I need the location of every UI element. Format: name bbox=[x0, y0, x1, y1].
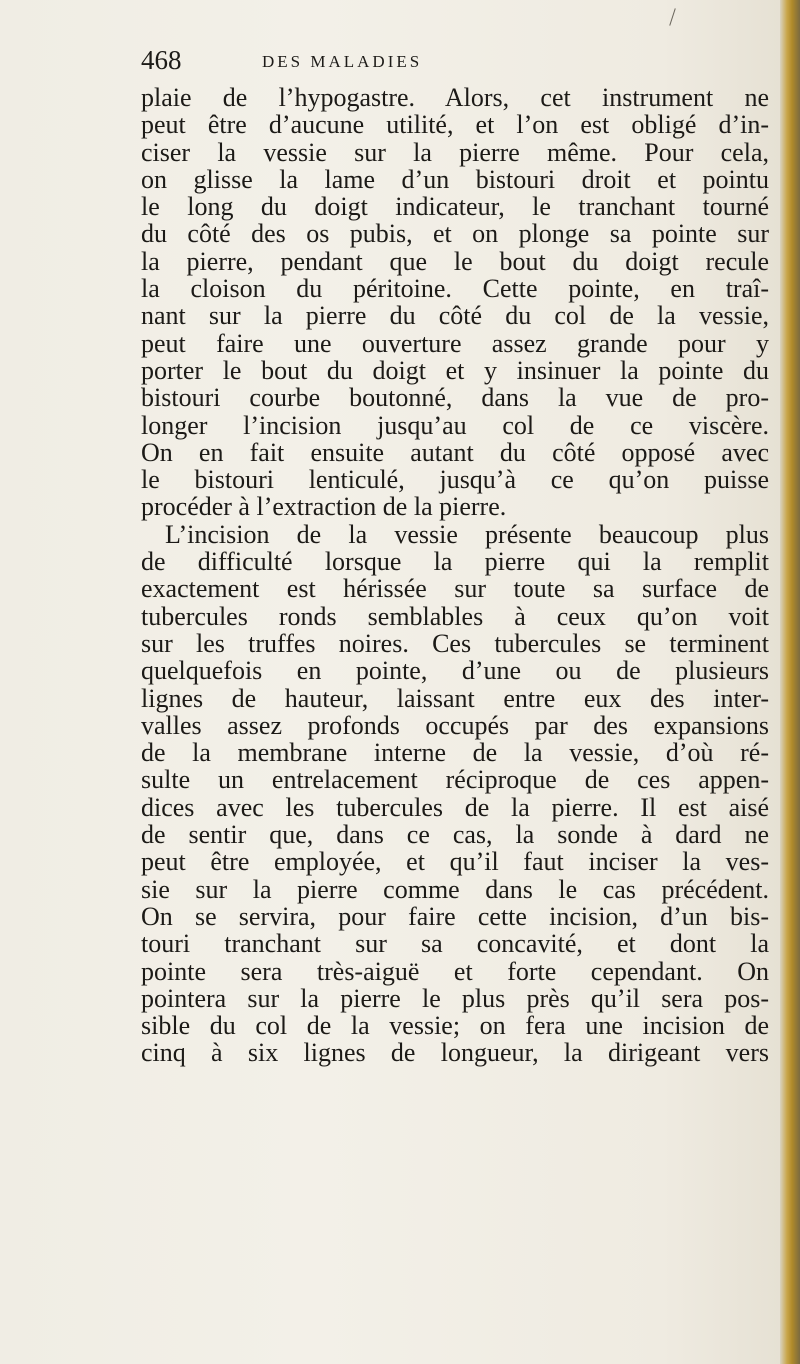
page-number: 468 bbox=[141, 45, 182, 75]
text-line: exactement est hérissée sur toute sa surface de bbox=[141, 574, 769, 604]
text-line: nant sur la pierre du côté du col de la vessie, bbox=[141, 301, 769, 331]
text-line: L’incision de la vessie présente beaucoup plus bbox=[165, 519, 769, 549]
text-line: sur les truffes noires. Ces tubercules se terminent bbox=[141, 628, 769, 658]
text-line: sie sur la pierre comme dans le cas précédent. bbox=[141, 874, 769, 904]
page-header bbox=[141, 44, 781, 84]
text-line: sible du col de la vessie; on fera une incision de bbox=[141, 1011, 769, 1041]
text-line: bistouri courbe boutonné, dans la vue de pro- bbox=[141, 383, 769, 413]
text-line: procéder à l’extraction de la pierre. bbox=[141, 492, 507, 522]
text-line: plaie de l’hypogastre. Alors, cet instrument ne bbox=[141, 83, 769, 112]
text-line: dices avec les tubercules de la pierre. Il est aisé bbox=[141, 792, 769, 822]
running-title: DES MALADIES bbox=[262, 52, 423, 71]
text-line: peut faire une ouverture assez grande pour y bbox=[141, 328, 769, 358]
text-line: porter le bout du doigt et y insinuer la pointe du bbox=[141, 355, 769, 385]
text-line: cinq à six lignes de longueur, la dirigeant vers bbox=[141, 1038, 769, 1068]
text-line: de sentir que, dans ce cas, la sonde à dard ne bbox=[141, 820, 769, 850]
text-line: la pierre, pendant que le bout du doigt recule bbox=[141, 246, 769, 276]
text-line: peut être d’aucune utilité, et l’on est obligé d’in- bbox=[141, 110, 769, 140]
text-line: lignes de hauteur, laissant entre eux des inter- bbox=[141, 683, 769, 713]
text-line: de difficulté lorsque la pierre qui la remplit bbox=[141, 547, 769, 577]
text-line: touri tranchant sur sa concavité, et dont la bbox=[141, 929, 769, 959]
text-line: valles assez profonds occupés par des expansions bbox=[141, 710, 769, 740]
text-line: la cloison du péritoine. Cette pointe, en traî- bbox=[141, 274, 769, 304]
text-line: peut être employée, et qu’il faut inciser la ves- bbox=[141, 847, 769, 877]
text-line: On se servira, pour faire cette incision, d’un bis- bbox=[141, 901, 769, 931]
text-line: sulte un entrelacement réciproque de ces appen- bbox=[141, 765, 769, 795]
text-line: on glisse la lame d’un bistouri droit et pointu bbox=[141, 164, 769, 194]
text-line: de la membrane interne de la vessie, d’où ré- bbox=[141, 738, 769, 768]
text-line: pointe sera très-aiguë et forte cependant. On bbox=[141, 956, 769, 986]
text-line: ciser la vessie sur la pierre même. Pour cela, bbox=[141, 137, 769, 167]
text-line: le long du doigt indicateur, le tranchant tourné bbox=[141, 192, 769, 222]
text-line: du côté des os pubis, et on plonge sa pointe sur bbox=[141, 219, 769, 249]
text-line: quelquefois en pointe, d’une ou de plusieurs bbox=[141, 656, 769, 686]
body-text bbox=[141, 84, 781, 1067]
text-line: le bistouri lenticulé, jusqu’à ce qu’on puisse bbox=[141, 465, 769, 495]
text-line: On en fait ensuite autant du côté opposé avec bbox=[141, 437, 769, 467]
text-line: longer l’incision jusqu’au col de ce viscère. bbox=[141, 410, 769, 440]
text-line: pointera sur la pierre le plus près qu’il sera pos- bbox=[141, 983, 769, 1013]
page-edge bbox=[780, 0, 800, 1364]
text-line: tubercules ronds semblables à ceux qu’on voit bbox=[141, 601, 769, 631]
